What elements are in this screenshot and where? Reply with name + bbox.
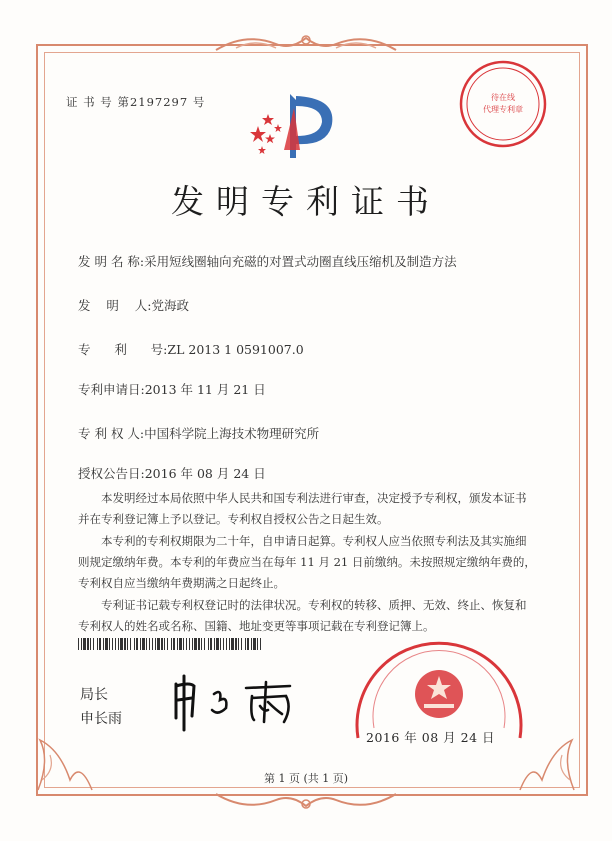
- certificate-title: 发明专利证书: [171, 182, 441, 221]
- seal-date: 2016 年 08 月 24 日: [366, 730, 495, 745]
- filing-date-row: [78, 380, 266, 398]
- top-ornament: [206, 30, 406, 56]
- inventor-value: 党海政: [151, 298, 190, 313]
- invention-name-label: 发 明 名 称:: [78, 254, 145, 269]
- certificate-body: [78, 488, 536, 638]
- agency-seal: [455, 56, 551, 152]
- invention-name-value: 采用短线圈轴向充磁的对置式动圈直线压缩机及制造方法: [144, 254, 457, 269]
- invention-name-row: [78, 252, 457, 270]
- svg-text:待在线: 待在线: [491, 93, 515, 102]
- filing-date-value: 2013 年 11 月 21 日: [144, 382, 266, 397]
- director-name: 申长雨: [80, 711, 122, 727]
- patentee-label: 专 利 权 人:: [78, 426, 145, 441]
- inventor-row: [78, 296, 189, 314]
- grant-date-value: 2016 年 08 月 24 日: [144, 466, 266, 481]
- grant-date-row: [78, 464, 266, 482]
- page-footer: 第 1 页 (共 1 页): [263, 772, 349, 785]
- director-signature: [168, 672, 308, 732]
- grant-date-label: 授权公告日:: [78, 466, 145, 481]
- bottom-ornament: [206, 788, 406, 814]
- inventor-label: 发 明 人:: [78, 298, 152, 313]
- patent-number-label: 专 利 号:: [78, 342, 168, 357]
- director-title: 局长: [80, 687, 108, 703]
- body-paragraph-3: 专利证书记载专利权登记时的法律状况。专利权的转移、质押、无效、终止、恢复和专利权人的姓名或名称、国籍、地址变更等事项记载在专利登记簿上。: [78, 598, 527, 633]
- body-paragraph-1: 本发明经过本局依照中华人民共和国专利法进行审查，决定授予专利权，颁发本证书并在专利登记簿上予以登记。专利权自授权公告之日起生效。: [78, 491, 527, 526]
- filing-date-label: 专利申请日:: [78, 382, 145, 397]
- patentee-value: 中国科学院上海技术物理研究所: [144, 426, 320, 441]
- patent-office-logo: [244, 88, 344, 160]
- barcode: [78, 638, 264, 650]
- svg-text:代理专利章: 代理专利章: [483, 105, 523, 114]
- certificate-number: 证 书 号 第2197297 号: [66, 95, 206, 109]
- patent-number-value: ZL 2013 1 0591007.0: [167, 342, 304, 357]
- patent-number-row: [78, 340, 304, 358]
- body-paragraph-2: 本专利的专利权期限为二十年，自申请日起算。专利权人应当依照专利法及其实施细则规定缴纳年费。本专利的年费应当在每年 11 月 21 日前缴纳。未按照规定缴纳年费的，专利权自应当缴纳年费期满之日起终止。: [78, 534, 536, 590]
- patentee-row: [78, 424, 319, 442]
